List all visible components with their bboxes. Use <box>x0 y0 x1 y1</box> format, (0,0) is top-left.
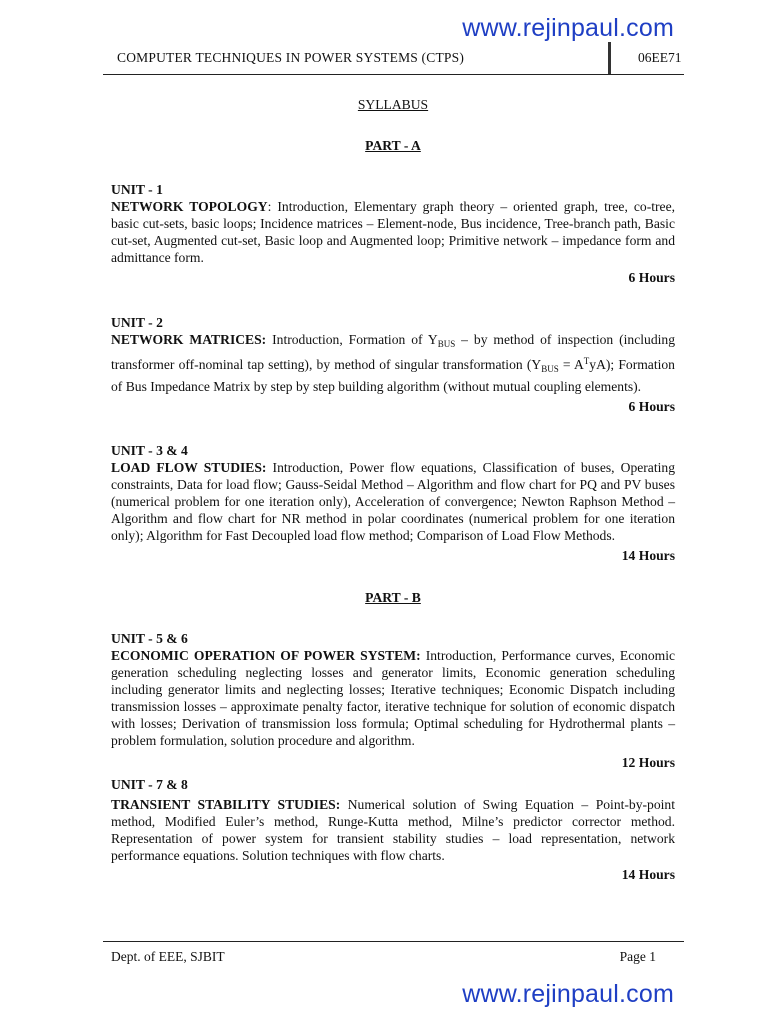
unit-2-sub-2: BUS <box>541 364 559 374</box>
watermark-top[interactable]: www.rejinpaul.com <box>462 14 674 42</box>
syllabus-heading: SYLLABUS <box>357 97 429 112</box>
unit-7-8-description <box>111 796 675 864</box>
unit-1-text: : Introduction, Elementary graph theory – oriented graph, tree, co-tree, basic cut-sets, basic loops; Incidence matrices – Element-node, Bus incidence, Tree-branch path, Basic cut-set, Augmented cut-set, Basic loop and Augmented loop; Primitive network – impedance form and admittance form. <box>111 199 676 265</box>
unit-2-text-4: yA); Formation of Bus Impedance Matrix by step by step building algorithm (without mutual coupling elements). <box>111 357 675 394</box>
unit-5-6-hours: 12 Hours <box>621 755 675 770</box>
unit-1-hours: 6 Hours <box>628 270 675 285</box>
unit-3-4-text: Introduction, Power flow equations, Classification of buses, Operating constraints, Data for load flow; Gauss-Seidal Method – Algorithm and flow chart for PQ and PV buses (numerical problem for one iteration only), Acceleration of convergence; Newton Raphson Method – Algorithm and flow chart for NR method in polar coordinates (numerical problem for one iteration only); Algorithm for Fast Decoupled load flow method; Comparison of Load Flow Methods. <box>111 460 675 543</box>
unit-1-description <box>111 198 675 266</box>
unit-7-8-topic: TRANSIENT STABILITY STUDIES: <box>111 797 341 812</box>
unit-3-4-hours: 14 Hours <box>621 548 675 563</box>
unit-2-hours: 6 Hours <box>628 399 675 414</box>
page-footer <box>103 941 684 964</box>
unit-1-topic: NETWORK TOPOLOGY <box>111 199 268 214</box>
unit-2-sub-1: BUS <box>437 339 456 349</box>
syllabus-content <box>111 90 675 883</box>
unit-2-text-3: = A <box>558 357 584 372</box>
page-number: Page 1 <box>619 949 656 964</box>
unit-7-8-text: Numerical solution of Swing Equation – Point-by-point method, Modified Euler’s method, Runge-Kutta method, Milne’s predictor corrector method. Representation of power system for transient stability studies – load representation, network performance equations. Solution techniques with flow charts. <box>111 797 675 863</box>
unit-2-topic: NETWORK MATRICES: <box>111 332 267 347</box>
part-b-heading: PART - B <box>365 590 421 605</box>
unit-2-text-1: Introduction, Formation of Y <box>266 332 438 347</box>
unit-2-description <box>111 331 675 395</box>
unit-3-4-topic: LOAD FLOW STUDIES: <box>111 460 267 475</box>
page-header <box>103 42 684 75</box>
course-code: 06EE71 <box>638 50 682 65</box>
unit-2-label: UNIT - 2 <box>111 315 163 330</box>
unit-1-label: UNIT - 1 <box>111 182 163 197</box>
unit-7-8-hours: 14 Hours <box>621 867 675 882</box>
part-a-heading: PART - A <box>365 138 421 153</box>
header-title: COMPUTER TECHNIQUES IN POWER SYSTEMS (CTPS) <box>117 50 465 65</box>
unit-3-4-label: UNIT - 3 & 4 <box>111 443 188 458</box>
header-divider <box>608 42 611 74</box>
unit-5-6-description <box>111 647 675 749</box>
unit-3-4-description <box>111 459 675 544</box>
watermark-bottom[interactable]: www.rejinpaul.com <box>462 980 674 1008</box>
unit-7-8-label: UNIT - 7 & 8 <box>111 777 188 792</box>
unit-2-superscript: T <box>583 356 590 366</box>
unit-5-6-text: Introduction, Performance curves, Economic generation scheduling neglecting losses and generator limits, Economic generation scheduling including generator limits and neglecting losses; Iterative techniques; Economic Dispatch including transmission losses – approximate penalty factor, iterative technique for solution of economic dispatch with losses; Derivation of transmission loss formula; Optimal scheduling for Hydrothermal plants – problem formulation, solution procedure and algorithm. <box>111 648 676 748</box>
unit-5-6-label: UNIT - 5 & 6 <box>111 631 188 646</box>
unit-2-text-2: – by method of inspection (including transformer off-nominal tap setting), by method of singular transformation (Y <box>111 332 675 372</box>
unit-5-6-topic: ECONOMIC OPERATION OF POWER SYSTEM: <box>111 648 421 663</box>
footer-dept: Dept. of EEE, SJBIT <box>111 949 225 964</box>
